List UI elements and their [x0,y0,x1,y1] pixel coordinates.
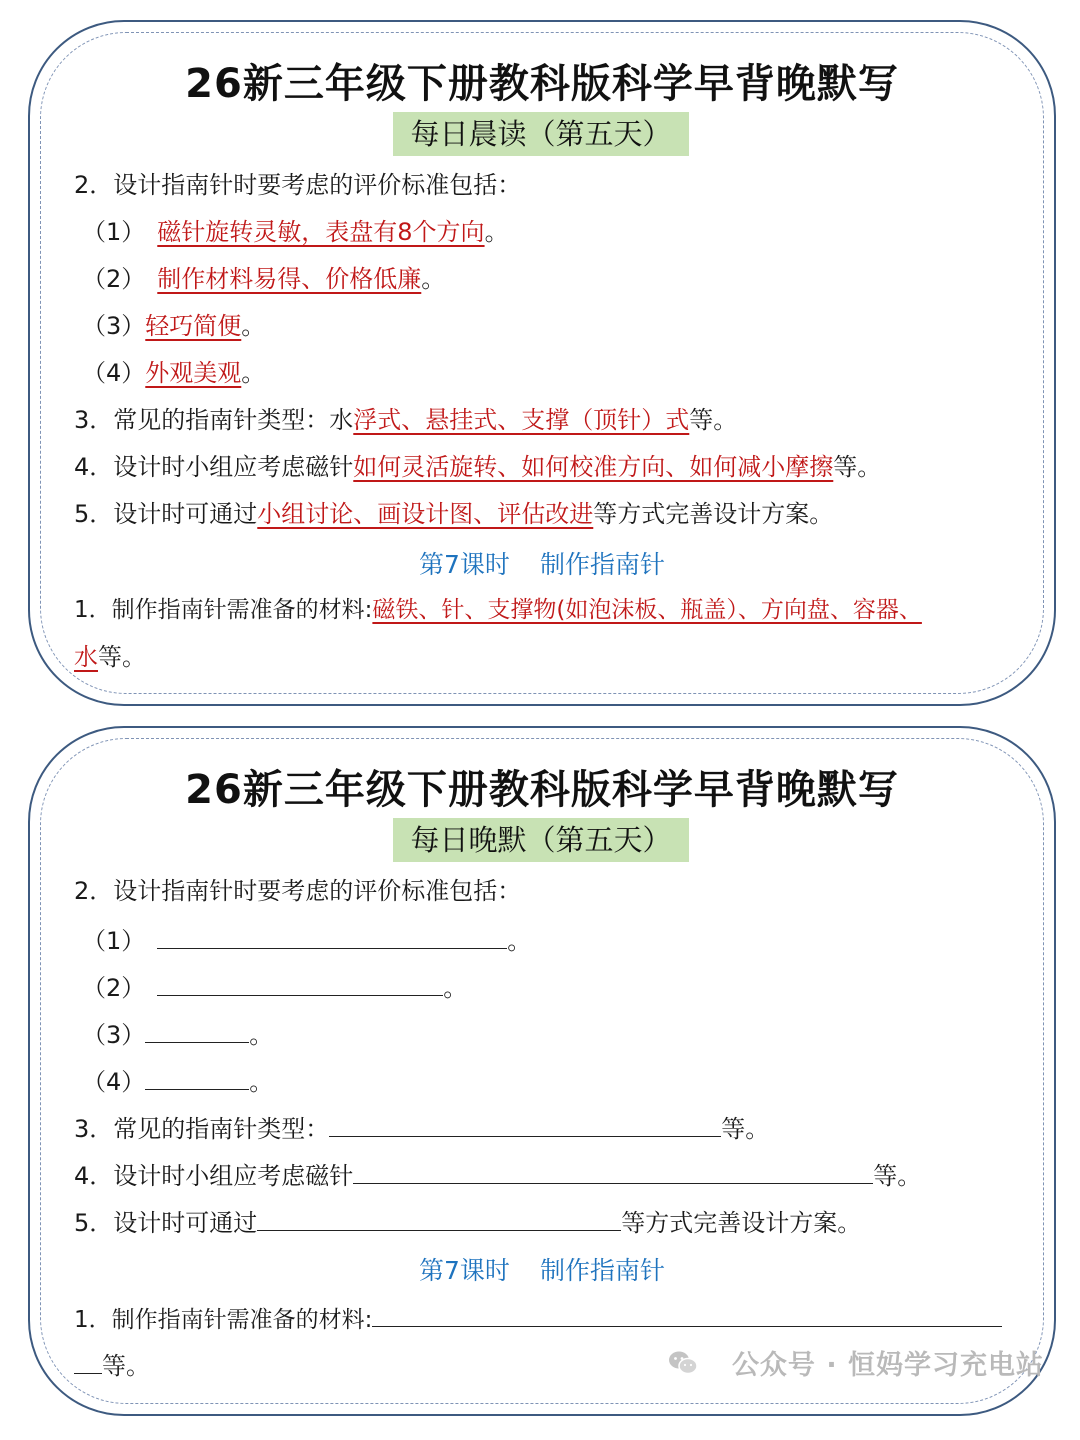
question-end: 等方式完善设计方案。 [621,1209,862,1237]
evening-q2-stem: 2．设计指南针时要考虑的评价标准包括： [74,877,522,905]
answer-blank[interactable] [157,922,507,949]
answer-text: 磁针旋转灵敏，表盘有8个方向 [157,218,485,246]
morning-q2-item-2 [82,263,445,295]
item-number: （1） [82,927,146,955]
answer-blank[interactable] [157,969,443,996]
morning-q3 [74,404,737,436]
item-end: 。 [241,359,266,387]
question-end: 等。 [721,1115,770,1143]
morning-card [28,20,1056,706]
answer-blank[interactable] [145,1063,249,1090]
item-number: （2） [82,974,146,1002]
question-end: 等。 [689,406,738,434]
answer-blank[interactable] [353,1157,873,1184]
item-number: （4） [82,359,146,387]
answer-blank[interactable] [329,1110,721,1137]
item-number: （4） [82,1068,146,1096]
morning-q2-item-3 [82,310,265,342]
evening-s1 [74,1300,1002,1336]
evening-title: 26新三年级下册教科版科学早背晚默写 [185,767,899,813]
answer-blank[interactable] [257,1204,621,1231]
morning-q2-stem: 2．设计指南针时要考虑的评价标准包括： [74,171,522,199]
evening-q3 [74,1110,769,1145]
morning-subtitle: 每日晨读（第五天） [393,112,689,156]
question-end: 等。 [102,1352,150,1380]
item-end: 。 [484,218,509,246]
item-number: （2） [82,265,146,293]
item-end: 。 [443,974,468,1002]
morning-section-heading [30,545,1054,581]
evening-card [28,726,1056,1416]
item-number: （1） [82,218,146,246]
question-text: 4．设计时小组应考虑磁针 [74,1162,354,1190]
item-end: 。 [241,312,266,340]
evening-q2-item-2 [82,969,467,1004]
answer-text: 水 [74,643,98,671]
lesson-number: 第7课时 [419,550,510,579]
answer-text: 制作材料易得、价格低廉 [157,265,422,293]
answer-text: 小组讨论、画设计图、评估改进 [257,500,594,528]
question-text: 5．设计时可通过 [74,1209,258,1237]
item-number: （3） [82,312,146,340]
evening-q4 [74,1157,921,1192]
morning-q5 [74,498,833,530]
question-end: 等。 [98,643,146,671]
answer-text: 浮式、悬挂式、支撑（顶针）式 [353,406,690,434]
question-end: 等。 [873,1162,922,1190]
answer-text: 外观美观 [145,359,242,387]
question-text: 3．常见的指南针类型： [74,1115,330,1143]
watermark-text: 公众号 · 恒妈学习充电站 [731,1350,1044,1381]
evening-subtitle: 每日晚默（第五天） [393,818,689,862]
answer-text: 磁铁、针、支撑物(如泡沫板、瓶盖）、方向盘、容器、 [372,597,922,623]
morning-q2-item-4 [82,357,265,389]
item-end: 。 [249,1021,274,1049]
question-text: 3．常见的指南针类型：水 [74,406,354,434]
item-end: 。 [507,927,532,955]
question-end: 等。 [833,453,882,481]
answer-blank[interactable] [372,1300,1002,1327]
item-end: 。 [249,1068,274,1096]
answer-text: 如何灵活旋转、如何校准方向、如何减小摩擦 [353,453,834,481]
evening-q2-item-1 [82,922,531,957]
lesson-name: 制作指南针 [539,1256,665,1285]
morning-s1-cont [74,641,146,673]
wechat-icon [668,1350,698,1376]
evening-q2-item-3 [82,1016,273,1051]
morning-q4 [74,451,881,483]
question-end: 等方式完善设计方案。 [593,500,834,528]
evening-q2-item-4 [82,1063,273,1098]
question-text: 1．制作指南针需准备的材料: [74,1307,373,1333]
question-text: 4．设计时小组应考虑磁针 [74,453,354,481]
item-number: （3） [82,1021,146,1049]
morning-q2-item-1 [82,216,509,248]
item-end: 。 [421,265,446,293]
lesson-number: 第7课时 [419,1256,510,1285]
answer-text: 轻巧简便 [145,312,242,340]
lesson-name: 制作指南针 [539,550,665,579]
question-text: 5．设计时可通过 [74,500,258,528]
question-text: 1．制作指南针需准备的材料: [74,597,373,623]
evening-section-heading [30,1251,1054,1287]
evening-q5 [74,1204,861,1239]
morning-s1 [74,594,922,626]
answer-blank[interactable] [145,1016,249,1043]
morning-title: 26新三年级下册教科版科学早背晚默写 [185,61,899,107]
evening-s1-cont [74,1347,150,1382]
answer-blank[interactable] [74,1347,102,1374]
